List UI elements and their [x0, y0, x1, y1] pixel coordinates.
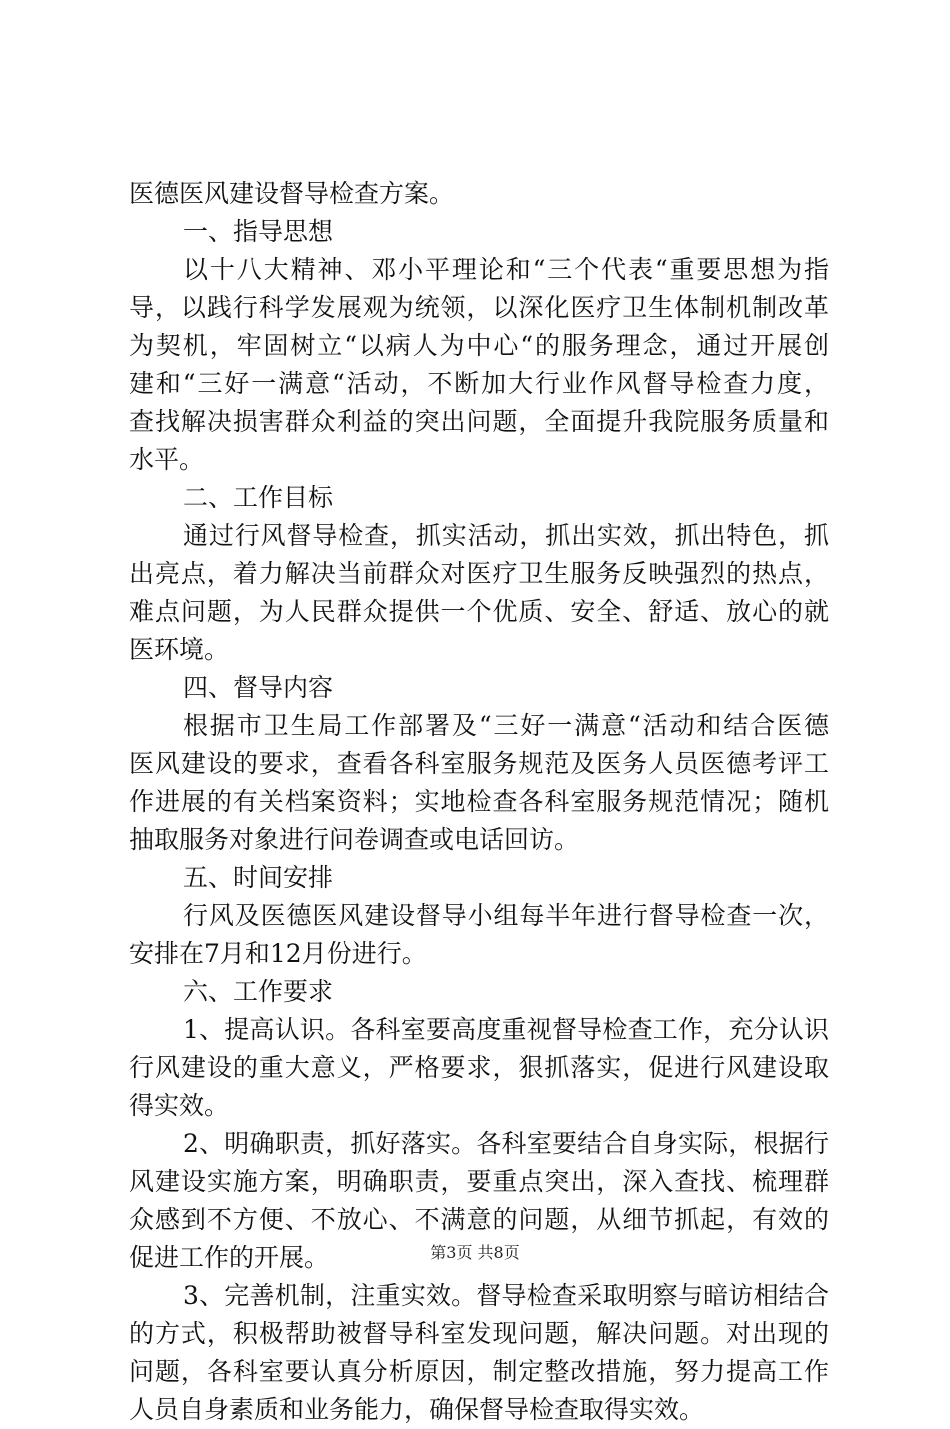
paragraph-line: 导，以践行科学发展观为统领，以深化医疗卫生体制机制改革	[129, 293, 829, 322]
section-heading: 四、督导内容	[183, 673, 334, 702]
paragraph-line: 抽取服务对象进行问卷调查或电话回访。	[129, 825, 580, 854]
paragraph-line: 根据市卫生局工作部署及“三好一满意“活动和结合医德	[183, 711, 829, 740]
paragraph-line: 人员自身素质和业务能力，确保督导检查取得实效。	[129, 1395, 705, 1424]
document-body	[129, 175, 829, 1429]
paragraph-line: 为契机，牢固树立“以病人为中心“的服务理念，通过开展创	[129, 331, 829, 360]
paragraph-line: 得实效。	[129, 1091, 230, 1120]
section-heading: 二、工作目标	[183, 483, 334, 512]
paragraph-line: 行风及医德医风建设督导小组每半年进行督导检查一次，	[183, 901, 829, 930]
paragraph-line: 建和“三好一满意“活动，不断加大行业作风督导检查力度，	[129, 369, 829, 398]
section-heading: 六、工作要求	[183, 977, 334, 1006]
paragraph-line: 医环境。	[129, 635, 230, 664]
paragraph-line: 出亮点，着力解决当前群众对医疗卫生服务反映强烈的热点，	[129, 559, 829, 588]
section-heading: 一、指导思想	[183, 217, 334, 246]
paragraph-line: 安排在7月和12月份进行。	[129, 939, 427, 968]
paragraph-line: 通过行风督导检查，抓实活动，抓出实效，抓出特色，抓	[183, 521, 829, 550]
paragraph-line: 医风建设的要求，查看各科室服务规范及医务人员医德考评工	[129, 749, 829, 778]
paragraph-line: 难点问题，为人民群众提供一个优质、安全、舒适、放心的就	[129, 597, 829, 626]
paragraph-line: 的方式，积极帮助被督导科室发现问题，解决问题。对出现的	[129, 1319, 829, 1348]
paragraph-line: 作进展的有关档案资料；实地检查各科室服务规范情况；随机	[129, 787, 829, 816]
paragraph-line: 水平。	[129, 445, 205, 474]
paragraph-line: 问题，各科室要认真分析原因，制定整改措施，努力提高工作	[129, 1357, 829, 1386]
paragraph-line: 促进工作的开展。	[129, 1243, 330, 1272]
paragraph-line: 以十八大精神、邓小平理论和“三个代表“重要思想为指	[183, 255, 829, 284]
paragraph-line: 查找解决损害群众利益的突出问题，全面提升我院服务质量和	[129, 407, 829, 436]
paragraph-line: 2、明确职责，抓好落实。各科室要结合自身实际，根据行	[183, 1129, 829, 1158]
section-heading: 五、时间安排	[183, 863, 334, 892]
paragraph-line: 行风建设的重大意义，严格要求，狠抓落实，促进行风建设取	[129, 1053, 829, 1082]
paragraph-line: 风建设实施方案，明确职责，要重点突出，深入查找、梳理群	[129, 1167, 829, 1196]
paragraph-line: 众感到不方便、不放心、不满意的问题，从细节抓起，有效的	[129, 1205, 829, 1234]
paragraph-line: 医德医风建设督导检查方案。	[129, 179, 455, 208]
paragraph-line: 3、完善机制，注重实效。督导检查采取明察与暗访相结合	[183, 1281, 829, 1310]
paragraph-line: 1、提高认识。各科室要高度重视督导检查工作，充分认识	[183, 1015, 829, 1044]
page-footer: 第3页 共8页	[430, 1243, 520, 1262]
